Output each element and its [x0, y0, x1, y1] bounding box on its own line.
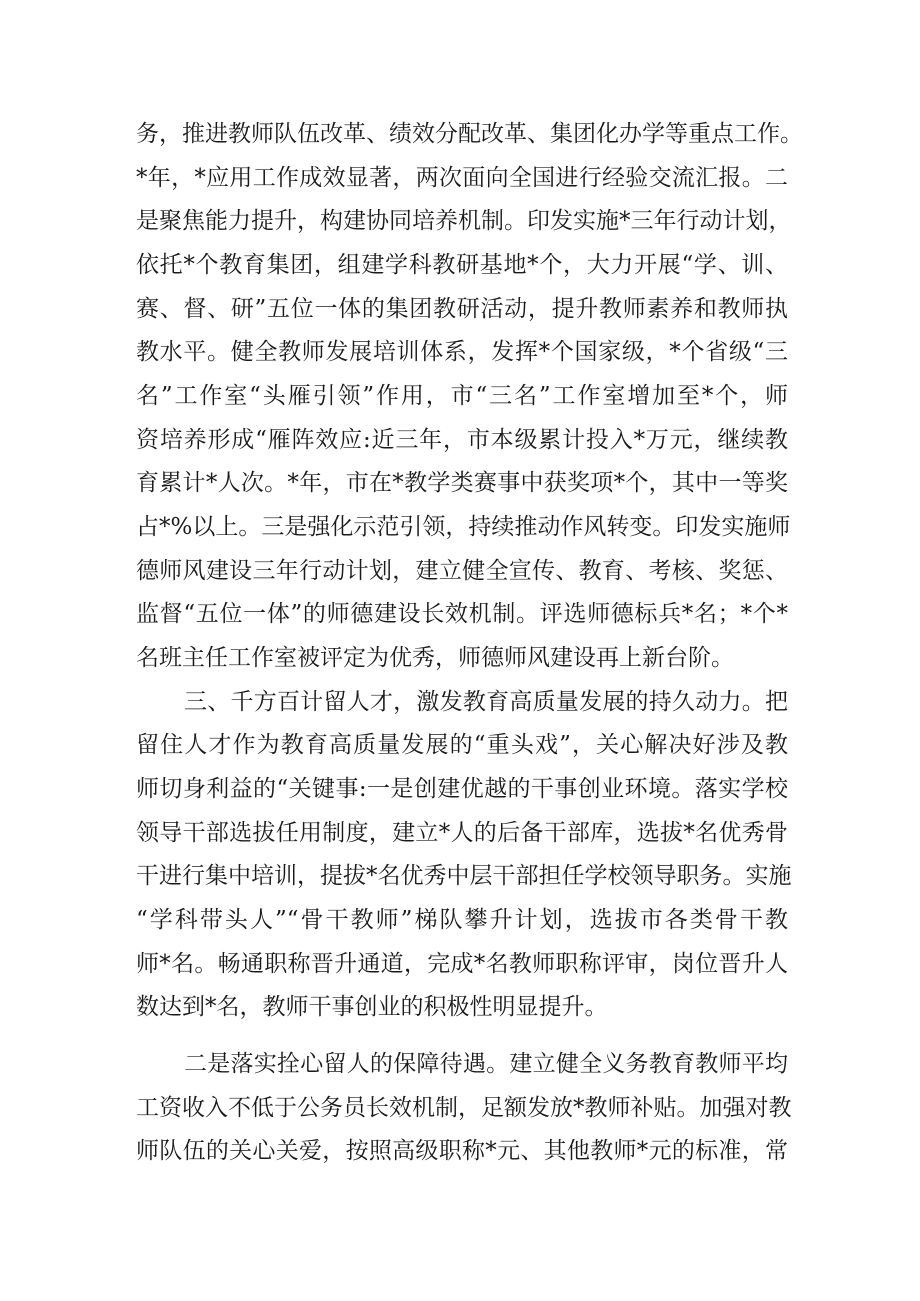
- text-line: 工资收入不低于公务员长效机制，足额发放*教师补贴。加强对教: [136, 1095, 792, 1121]
- text-line: 师切身利益的“关键事:一是创建优越的干事创业环境。落实学校: [136, 776, 788, 802]
- text-line: 三、千方百计留人才，激发教育高质量发展的持久动力。把: [184, 689, 788, 715]
- text-line: 领导干部选拔任用制度，建立*人的后备干部库，选拔*名优秀骨: [136, 820, 788, 846]
- text-line: 数达到*名，教师干事创业的积极性明显提升。: [136, 994, 608, 1020]
- text-line: 教水平。健全教师发展培训体系，发挥*个国家级，*个省级“三: [136, 339, 788, 365]
- text-line: 师队伍的关心关爱，按照高级职称*元、其他教师*元的标准，常: [136, 1138, 788, 1164]
- text-line: 资培养形成“雁阵效应:近三年，市本级累计投入*万元，继续教: [136, 427, 788, 453]
- text-line: 留住人才作为教育高质量发展的“重头戏”，关心解决好涉及教: [136, 732, 788, 758]
- text-line: 干进行集中培训，提拔*名优秀中层干部担任学校领导职务。实施: [136, 863, 792, 889]
- text-line: *年，*应用工作成效显著，两次面向全国进行经验交流汇报。二: [136, 165, 788, 191]
- text-line: 德师风建设三年行动计划，建立健全宣传、教育、考核、奖惩、: [136, 558, 788, 584]
- text-line: 师*名。畅通职称晋升通道，完成*名教师职称评审，岗位晋升人: [136, 951, 788, 977]
- text-line: 务，推进教师队伍改革、绩效分配改革、集团化办学等重点工作。: [136, 121, 803, 147]
- text-line: 二是落实拴心留人的保障待遇。建立健全义务教育教师平均: [184, 1051, 788, 1077]
- text-line: 是聚焦能力提升，构建协同培养机制。印发实施*三年行动计划，: [136, 208, 792, 234]
- text-line: 赛、督、研”五位一体的集团教研活动，提升教师素养和教师执: [136, 296, 788, 322]
- text-line: 育累计*人次。*年，市在*教学类赛事中获奖项*个，其中一等奖: [136, 470, 788, 496]
- text-line: 监督“五位一体”的师德建设长效机制。评选师德标兵*名；*个*: [136, 601, 788, 627]
- text-line: 名”工作室“头雁引领”作用，市“三名”工作室增加至*个，师: [136, 383, 788, 409]
- text-line: “学科带头人”“骨干教师”梯队攀升计划，选拔市各类骨干教: [136, 907, 788, 933]
- text-line: 名班主任工作室被评定为优秀，师德师风建设再上新台阶。: [136, 645, 734, 671]
- text-line: 依托*个教育集团，组建学科教研基地*个，大力开展“学、训、: [136, 252, 788, 278]
- text-line: 占*%以上。三是强化示范引领，持续推动作风转变。印发实施师: [136, 514, 791, 540]
